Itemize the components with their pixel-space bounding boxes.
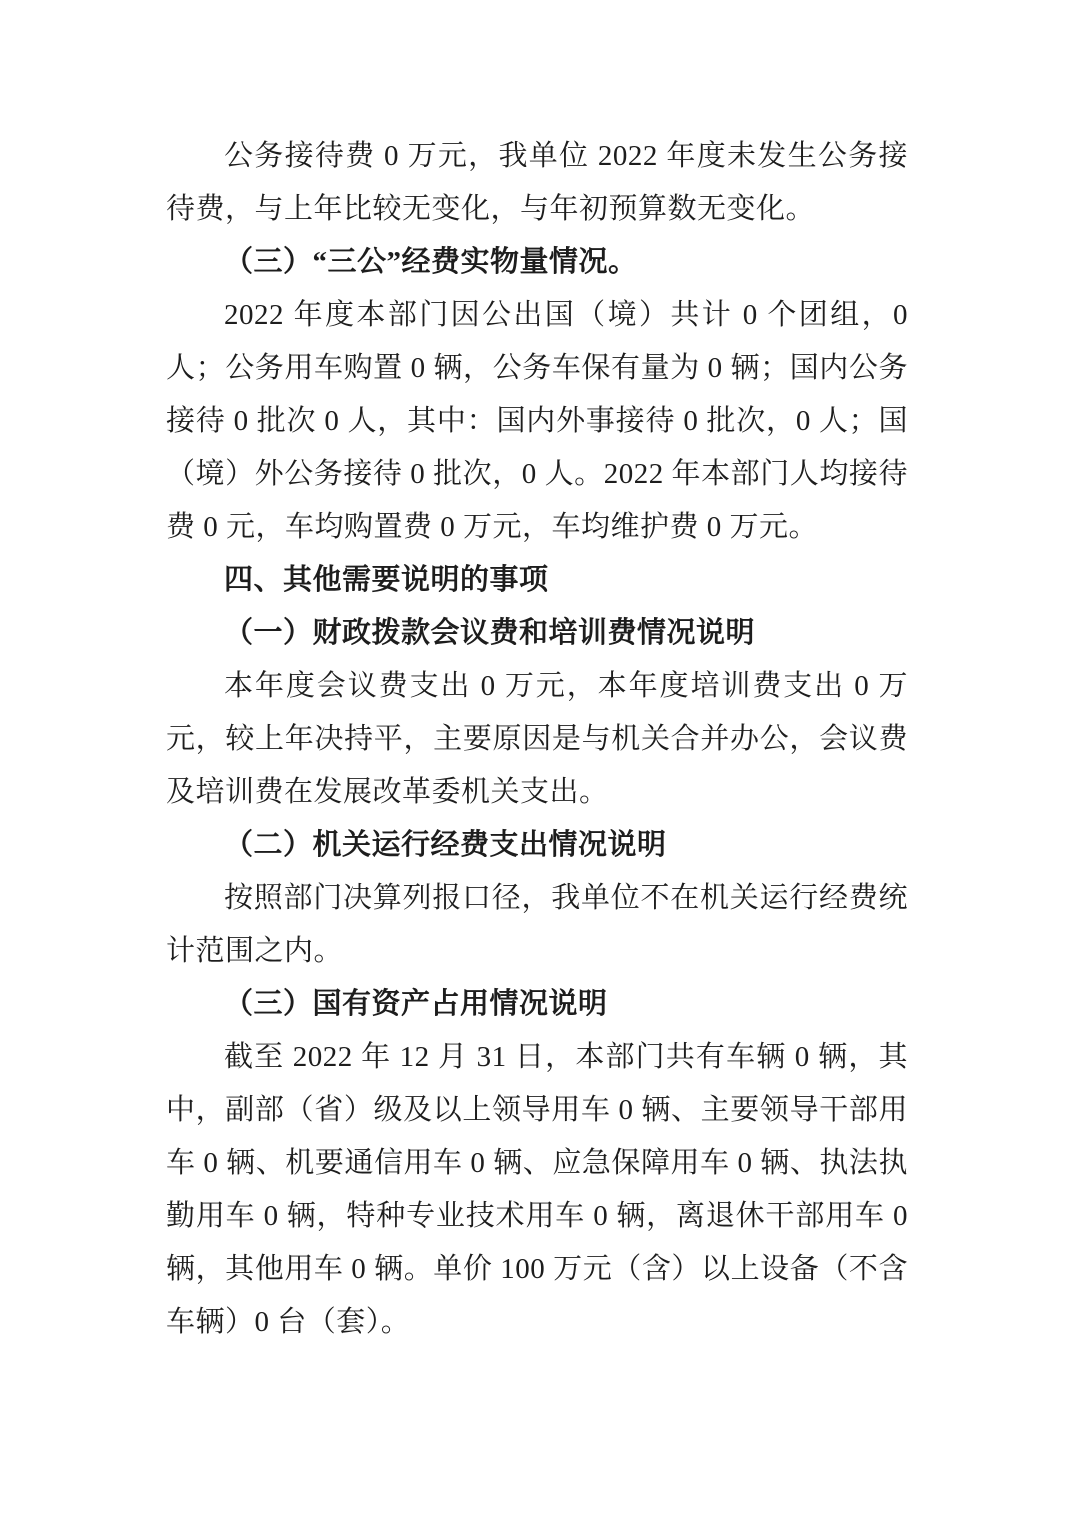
body-paragraph: 公务接待费 0 万元，我单位 2022 年度未发生公务接待费，与上年比较无变化，与年初预算数无变化。 xyxy=(166,140,908,225)
document-content xyxy=(166,130,908,1349)
body-paragraph: 截至 2022 年 12 月 31 日，本部门共有车辆 0 辆，其中，副部（省）级及以上领导用车 0 辆、主要领导干部用车 0 辆、机要通信用车 0 辆、应急保障用车 0 辆、执法执勤用车 0 辆，特种专业技术用车 0 辆，离退休干部用车 0 辆，其他用车 0 辆。单价 100 万元（含）以上设备（不含车辆）0 台（套）。 xyxy=(166,1041,908,1338)
section-heading: （三）“三公”经费实物量情况。 xyxy=(224,246,638,278)
section-heading: （二）机关运行经费支出情况说明 xyxy=(224,829,667,861)
section-heading: （三）国有资产占用情况说明 xyxy=(224,988,608,1020)
section-heading: 四、其他需要说明的事项 xyxy=(224,564,549,596)
body-paragraph: 2022 年度本部门因公出国（境）共计 0 个团组，0 人；公务用车购置 0 辆，公务车保有量为 0 辆；国内公务接待 0 批次 0 人，其中：国内外事接待 0 批次，0 人；国（境）外公务接待 0 批次，0 人。2022 年本部门人均接待费 0 元，车均购置费 0 万元，车均维护费 0 万元。 xyxy=(166,299,908,543)
section-heading: （一）财政拨款会议费和培训费情况说明 xyxy=(224,617,756,649)
body-paragraph: 按照部门决算列报口径，我单位不在机关运行经费统计范围之内。 xyxy=(166,882,908,967)
body-paragraph: 本年度会议费支出 0 万元，本年度培训费支出 0 万元，较上年决持平，主要原因是与机关合并办公，会议费及培训费在发展改革委机关支出。 xyxy=(166,670,908,808)
